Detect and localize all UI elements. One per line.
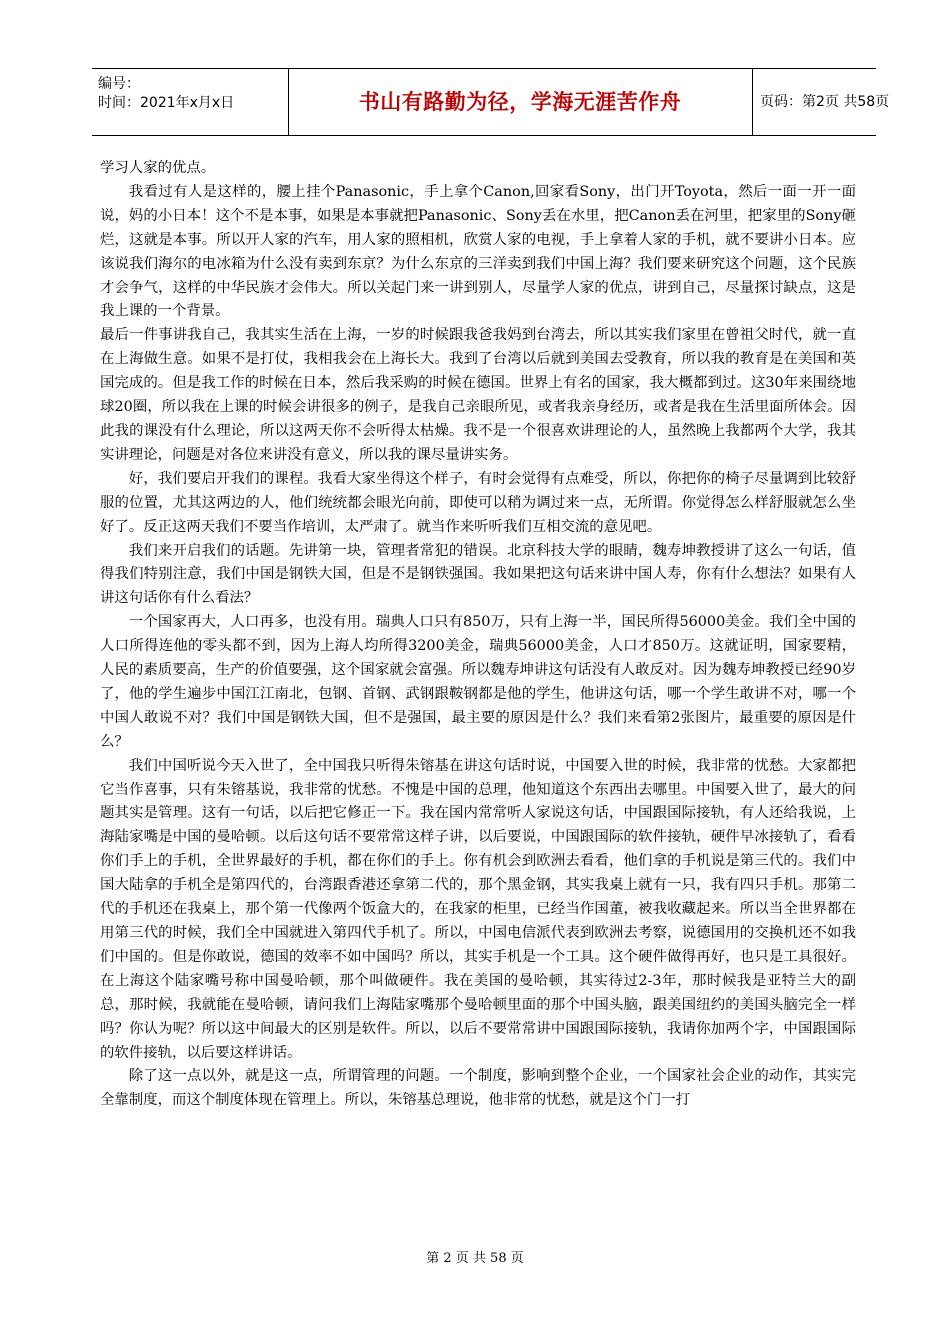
paragraph: 好，我们要启开我们的课程。我看大家坐得这个样子，有时会觉得有点难受，所以，你把你的椅子尽量调到比较舒服的位置，尤其这两边的人，他们统统都会眼光向前，即使可以稍为调过来一点，无所谓。你觉得怎么样舒服就怎么坐好了。反正这两天我们不要当作培训，太严肃了。就当作来听听我们互相交流的意见吧。 [100,470,856,535]
page-header [92,68,890,136]
page-code: 页码：第2页 共58页 [760,94,890,110]
paragraph: 除了这一点以外，就是这一点，所谓管理的问题。一个制度，影响到整个企业，一个国家社会企业的动作，其实完全靠制度，而这个制度体现在管理上。所以，朱镕基总理说，他非常的忧愁，就是这个门一打 [100,1068,856,1109]
paragraph: 学习人家的优点。 [100,160,216,176]
time-label: 时间：2021年x月x日 [98,95,235,111]
paragraph: 我们来开启我们的话题。先讲第一块，管理者常犯的错误。北京科技大学的眼睛，魏寿坤教授讲了这么一句话，值得我们特别注意，我们中国是钢铁大国，但是不是钢铁强国。我如果把这句话来讲中国人寿，你有什么想法？如果有人讲这句话你有什么看法？ [100,542,856,607]
paragraph: 我看过有人是这样的，腰上挂个Panasonic，手上拿个Canon,回家看Sony，出门开Toyota，然后一面一开一面说，妈的小日本！这个不是本事，如果是本事就把Panasonic、Sony丢在水里，把Canon丢在河里，把家里的Sony砸烂，这就是本事。所以开人家的汽车，用人家的照相机，欣赏人家的电视，手上拿着人家的手机，就不要讲小日本。应该说我们海尔的电冰箱为什么没有卖到东京？为什么东京的三洋卖到我们中国上海？我们要来研究这个问题，这个民族才会争气，这样的中华民族才会伟大。所以关起门来一讲到别人，尽量学人家的优点，讲到自己，尽量探讨缺点，这是我上课的一个背景。 [100,183,856,320]
header-meta-cell [92,69,289,135]
body-text [100,157,856,1113]
motto: 书山有路勤为径，学海无涯苦作舟 [358,90,682,114]
paragraph: 一个国家再大，人口再多，也没有用。瑞典人口只有850万，只有上海一半，国民所得56000美金。我们全中国的人口所得连他的零头都不到，因为上海人均所得3200美金，瑞典56000美金，人口才850万。这就证明，国家要精，人民的素质要高，生产的价值要强，这个国家就会富强。所以魏寿坤讲这句话没有人敢反对。因为魏寿坤教授已经90岁了，他的学生遍步中国江江南北，包钢、首钢、武钢跟鞍钢都是他的学生，他讲这句话，哪一个学生敢讲不对，哪一个中国人敢说不对？我们中国是钢铁大国，但不是强国，最主要的原因是什么？我们来看第2张图片，最重要的原因是什么？ [100,614,856,750]
header-page-cell [752,69,890,135]
paragraph: 最后一件事讲我自己，我其实生活在上海，一岁的时候跟我爸我妈到台湾去，所以其实我们家里在曾祖父时代，就一直在上海做生意。如果不是打仗，我相我会在上海长大。我到了台湾以后就到美国去受教育，所以我的教育是在美国和英国完成的。但是我工作的时候在日本，然后我采购的时候在德国。世界上有名的国家，我大概都到过。这30年来围绕地球20圈，所以我在上课的时候会讲很多的例子，是我自己亲眼所见，或者我亲身经历，或者是我在生活里面所体会。因此我的课没有什么理论，所以这两天你不会听得太枯燥。我不是一个很喜欢讲理论的人，虽然晚上我都两个大学，我其实讲理论，问题是对各位来讲没有意义，所以我的课尽量讲实务。 [100,327,856,463]
page-footer: 第 2 页 共 58 页 [426,1251,524,1266]
serial-label: 编号： [98,76,140,92]
paragraph: 我们中国听说今天入世了，全中国我只听得朱镕基在讲这句话时说，中国要入世的时候，我非常的忧愁。大家都把它当作喜事，只有朱镕基说，我非常的忧愁。不愧是中国的总理，他知道这个东西出去哪里。中国要入世了，最大的问题其实是管理。这有一句话，以后把它修正一下。我在国内常常听人家说这句话，中国跟国际接轨，有人还给我说，上海陆家嘴是中国的曼哈顿。以后这句话不要常常这样子讲，以后要说，中国跟国际的软件接轨，硬件早冰接轨了，看看你们手上的手机，全世界最好的手机，都在你们的手上。你有机会到欧洲去看看，他们拿的手机说是第三代的。我们中国大陆拿的手机全是第四代的，台湾跟香港还拿第二代的，那个黑金钢，其实我桌上就有一只，我有四只手机。那第二代的手机还在我桌上，那个第一代像两个饭盒大的，在我家的柜里，已经当作国董，被我收藏起来。所以当全世界都在用第三代的时候，我们全中国就进入第四代手机了。所以，中国电信派代表到欧洲去考察，说德国用的交换机还不如我们中国的。但是你敢说，德国的效率不如中国吗？所以，其实手机是一个工具。这个硬件做得再好，也只是工具很好。在上海这个陆家嘴号称中国曼哈顿，那个叫做硬件。我在美国的曼哈顿，其实待过2-3年，那时候我是亚特兰大的副总，那时候，我就能在曼哈顿，请问我们上海陆家嘴那个曼哈顿里面的那个中国头脑，跟美国纽约的美国头脑完全一样吗？你认为呢？所以这中间最大的区别是软件。所以，以后不要常常讲中国跟国际接轨，我请你加两个字，中国跟国际的软件接轨，以后要这样讲话。 [100,757,856,1061]
header-motto-cell [288,69,753,135]
